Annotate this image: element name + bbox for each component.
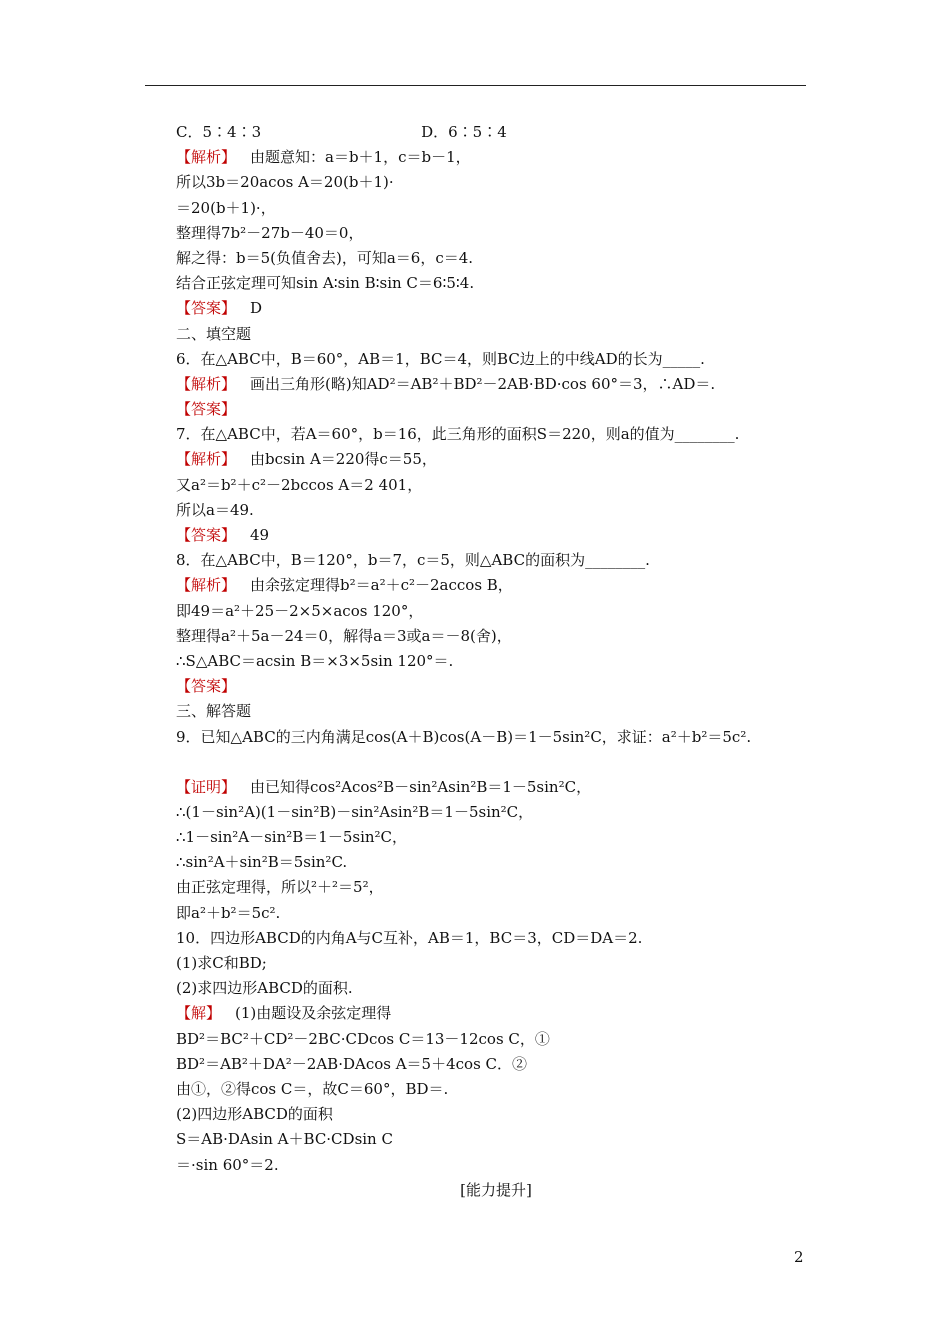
text-line: 7．在△ABC中，若A＝60°，b＝16，此三角形的面积S＝220，则a的值为________. <box>176 425 740 444</box>
labeled-line <box>176 523 816 548</box>
line-text: 49 <box>250 526 270 544</box>
text-line: 结合正弦定理可知sin A∶sin B∶sin C＝6∶5∶4. <box>176 274 475 293</box>
page-content <box>176 120 816 1203</box>
section-tag: 【答案】 <box>176 299 237 318</box>
text-line: 由正弦定理得，所以²＋²＝5²， <box>176 878 384 897</box>
section-tag: 【解析】 <box>176 374 237 393</box>
section-tag: 【答案】 <box>176 677 237 696</box>
line-text: 由已知得cos²Acos²B－sin²Asin²B＝1－5sin²C， <box>250 777 592 796</box>
text-line: 二、填空题 <box>176 324 252 343</box>
text-line: ∴(1－sin²A)(1－sin²B)－sin²Asin²B＝1－5sin²C， <box>176 802 534 821</box>
line-text: (1)由题设及余弦定理得 <box>235 1004 392 1023</box>
text-line: ∴1－sin²A－sin²B＝1－5sin²C， <box>176 828 408 847</box>
text-line: 9．已知△ABC的三内角满足cos(A＋B)cos(A－B)＝1－5sin²C，求证：a²＋b²＝5c². <box>176 727 752 746</box>
text-line: 整理得a²＋5a－24＝0，解得a＝3或a＝－8(舍)， <box>176 626 512 645</box>
labeled-line <box>176 447 816 472</box>
labeled-line <box>176 372 816 397</box>
text-line: 6．在△ABC中，B＝60°，AB＝1，BC＝4，则BC边上的中线AD的长为_____. <box>176 349 705 368</box>
labeled-line <box>176 573 816 598</box>
text-line: BD²＝BC²＋CD²－2BC·CDcos C＝13－12cos C，① <box>176 1029 550 1048</box>
text-line: 8．在△ABC中，B＝120°，b＝7，c＝5，则△ABC的面积为________. <box>176 551 650 570</box>
text-line: 解之得：b＝5(负值舍去)，可知a＝6，c＝4. <box>176 248 474 267</box>
text-line: ＝20(b＋1)·， <box>176 198 276 217</box>
text-line: (2)四边形ABCD的面积 <box>176 1105 333 1124</box>
line-text: 由bcsin A＝220得c＝55， <box>250 450 437 469</box>
labeled-line <box>176 397 816 422</box>
section-tag: 【解析】 <box>176 148 237 167</box>
text-line: 三、解答题 <box>176 702 252 721</box>
text-line: 即49＝a²＋25－2×5×acos 120°， <box>176 601 424 620</box>
page-number: 2 <box>794 1248 804 1266</box>
line-text: 由余弦定理得b²＝a²＋c²－2accos B， <box>250 576 513 595</box>
option-d: D．6∶5∶4 <box>421 123 507 141</box>
section-heading: [能力提升] <box>460 1180 532 1199</box>
section-tag: 【证明】 <box>176 777 237 796</box>
labeled-line <box>176 296 816 321</box>
line-text: D <box>250 299 263 318</box>
section-tag: 【解析】 <box>176 450 237 469</box>
text-line: 整理得7b²－27b－40＝0， <box>176 223 364 242</box>
line-text: 由题意知：a＝b＋1，c＝b－1， <box>250 148 471 167</box>
section-tag: 【解】 <box>176 1004 222 1023</box>
text-line: ∴sin²A＋sin²B＝5sin²C. <box>176 853 348 872</box>
text-line: 所以3b＝20acos A＝20(b＋1)· <box>176 173 394 192</box>
header-rule <box>145 85 806 86</box>
text-line: 10．四边形ABCD的内角A与C互补，AB＝1，BC＝3，CD＝DA＝2. <box>176 928 643 947</box>
line-text: 画出三角形(略)知AD²＝AB²＋BD²－2AB·BD·cos 60°＝3，∴AD＝. <box>250 374 716 393</box>
text-line: ＝·sin 60°＝2. <box>176 1155 279 1174</box>
text-line: BD²＝AB²＋DA²－2AB·DAcos A＝5＋4cos C．② <box>176 1054 528 1073</box>
labeled-line <box>176 674 816 699</box>
text-line: 所以a＝49. <box>176 500 254 519</box>
text-line: 又a²＝b²＋c²－2bccos A＝2 401， <box>176 475 423 494</box>
text-line: ∴S△ABC＝acsin B＝×3×5sin 120°＝. <box>176 651 454 670</box>
text-line: 由①，②得cos C＝，故C＝60°，BD＝. <box>176 1079 449 1098</box>
text-line: (1)求C和BD; <box>176 954 267 972</box>
option-c: C．5∶4∶3 <box>176 123 262 141</box>
text-line: 即a²＋b²＝5c². <box>176 903 281 922</box>
text-line: S＝AB·DAsin A＋BC·CDsin C <box>176 1130 393 1149</box>
section-tag: 【答案】 <box>176 526 237 544</box>
blank-line <box>176 750 816 775</box>
labeled-line <box>176 775 816 800</box>
labeled-line <box>176 145 816 170</box>
section-tag: 【解析】 <box>176 576 237 595</box>
section-tag: 【答案】 <box>176 400 237 419</box>
labeled-line <box>176 1001 816 1026</box>
text-line: (2)求四边形ABCD的面积. <box>176 979 353 998</box>
answer-options <box>176 120 816 145</box>
